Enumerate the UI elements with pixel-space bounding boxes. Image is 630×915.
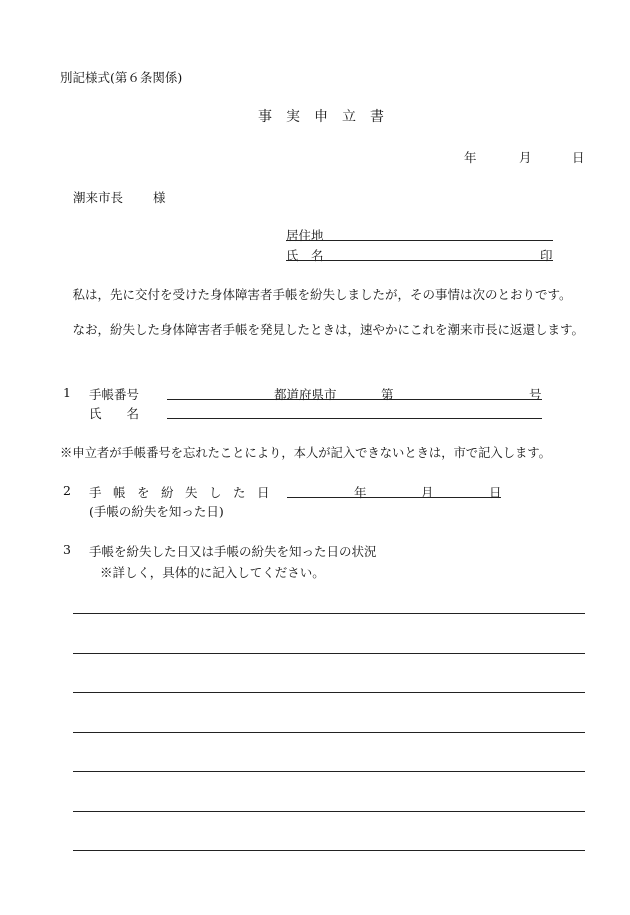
writing-line[interactable]: [73, 653, 585, 654]
item-3-number: 3: [63, 542, 71, 557]
item-1-name-field[interactable]: [167, 418, 542, 419]
loss-date-month: 月: [421, 485, 434, 500]
item-2-number: 2: [63, 483, 71, 498]
item-2-sublabel: (手帳の紛失を知った日): [89, 504, 224, 519]
item-3-sublabel: ※詳しく，具体的に記入してください。: [100, 565, 325, 580]
writing-line[interactable]: [73, 771, 585, 772]
writing-line[interactable]: [73, 732, 585, 733]
name-field[interactable]: [286, 260, 553, 261]
seal-mark: 印: [540, 248, 553, 263]
item-1-label: 手帳番号: [89, 387, 140, 402]
residence-label: 居住地: [286, 228, 324, 243]
item-3-label: 手帳を紛失した日又は手帳の紛失を知った日の状況: [89, 544, 377, 559]
loss-date-day: 日: [489, 485, 502, 500]
statement-paragraph-1: 私は，先に交付を受けた身体障害者手帳を紛失しましたが，その事情は次のとおりです。: [60, 287, 572, 302]
handbook-number-field[interactable]: [167, 399, 542, 400]
addressee-name: 潮来市長: [73, 190, 124, 205]
name-label: 氏 名: [286, 248, 324, 263]
go-label: 号: [529, 387, 542, 402]
item-1-name-label: 氏 名: [89, 406, 140, 421]
date-month-label: 月: [519, 150, 532, 165]
residence-field[interactable]: [286, 240, 553, 241]
form-reference: 別記様式(第６条関係): [60, 70, 183, 85]
dai-label: 第: [381, 387, 394, 402]
date-day-label: 日: [572, 150, 585, 165]
prefecture-label: 都道府県市: [274, 387, 337, 402]
loss-date-year: 年: [354, 485, 367, 500]
writing-line[interactable]: [73, 692, 585, 693]
note-text: ※申立者が手帳番号を忘れたことにより，本人が記入できないときは，市で記入します。: [60, 446, 551, 460]
writing-line[interactable]: [73, 811, 585, 812]
writing-line[interactable]: [73, 850, 585, 851]
item-1-number: 1: [63, 385, 71, 400]
document-title: 事実申立書: [258, 109, 398, 125]
statement-paragraph-2: なお，紛失した身体障害者手帳を発見したときは，速やかにこれを潮来市長に返還します。: [60, 322, 585, 337]
writing-line[interactable]: [73, 613, 585, 614]
item-2-label: 手帳を紛失した日: [89, 485, 282, 500]
addressee-honorific: 様: [153, 190, 166, 205]
loss-date-field[interactable]: [287, 497, 501, 498]
date-year-label: 年: [464, 150, 477, 165]
